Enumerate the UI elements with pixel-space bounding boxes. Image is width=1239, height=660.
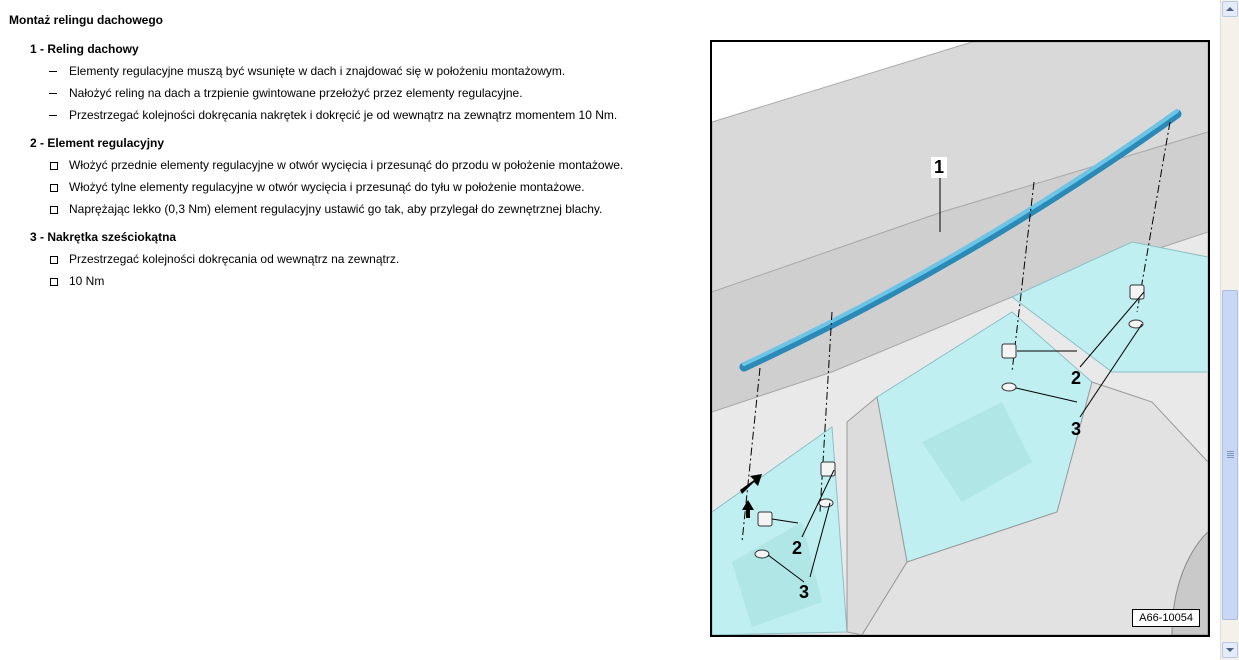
figure-code: A66-10054 [1132, 609, 1200, 627]
section-3-item-1: Przestrzegać kolejności dokręcania od wewnątrz na zewnątrz. [69, 252, 400, 266]
section-2-heading: 2 - Element regulacyjny [30, 136, 165, 150]
section-3-item-2: 10 Nm [69, 274, 105, 288]
arrow-up-icon [1223, 2, 1237, 16]
section-3-heading: 3 - Nakrętka sześciokątna [30, 230, 177, 244]
section-2-item-2: Włożyć tylne elementy regulacyjne w otwór wycięcia i przesunąć do tyłu w położenie montażowe. [69, 180, 585, 194]
section-1-item-1: Elementy regulacyjne muszą być wsunięte w dach i znajdować się w położeniu montażowym. [69, 64, 566, 78]
dash-bullet [49, 115, 57, 116]
callout-2b: 2 [792, 538, 803, 558]
dash-bullet [49, 71, 57, 72]
grip-line [1227, 451, 1234, 452]
arrow-down-icon [1223, 643, 1237, 657]
callout-2: 2 [1071, 368, 1082, 388]
grip-line [1227, 453, 1234, 454]
section-2-item-1: Włożyć przednie elementy regulacyjne w otwór wycięcia i przesunąć do przodu w położenie montażowe. [69, 158, 624, 172]
checkbox-bullet [50, 278, 58, 286]
callout-3: 3 [1071, 419, 1082, 439]
callout-3b: 3 [799, 582, 810, 602]
section-1-item-2: Nałożyć reling na dach a trzpienie gwintowane przełożyć przez elementy regulacyjne. [69, 86, 523, 100]
checkbox-bullet [50, 184, 58, 192]
callout-1: 1 [931, 157, 947, 178]
section-2-item-3: Naprężając lekko (0,3 Nm) element regulacyjny ustawić go tak, aby przylegał do zewnętrznej blachy. [69, 202, 603, 216]
checkbox-bullet [50, 256, 58, 264]
vertical-scrollbar[interactable] [1220, 0, 1239, 660]
roof-rail-figure [710, 40, 1210, 637]
section-1-heading: 1 - Reling dachowy [30, 42, 139, 56]
checkbox-bullet [50, 206, 58, 214]
scroll-up-button[interactable] [1222, 1, 1238, 17]
scroll-down-button[interactable] [1222, 642, 1238, 658]
checkbox-bullet [50, 162, 58, 170]
grip-line [1227, 457, 1234, 458]
section-1-item-3: Przestrzegać kolejności dokręcania nakrętek i dokręcić je od wewnątrz na zewnątrz momentem 10 Nm. [69, 108, 618, 122]
page-title: Montaż relingu dachowego [9, 13, 164, 27]
grip-line [1227, 455, 1234, 456]
roof-rail-illustration [712, 42, 1208, 635]
dash-bullet [49, 93, 57, 94]
scroll-thumb[interactable] [1222, 290, 1238, 620]
